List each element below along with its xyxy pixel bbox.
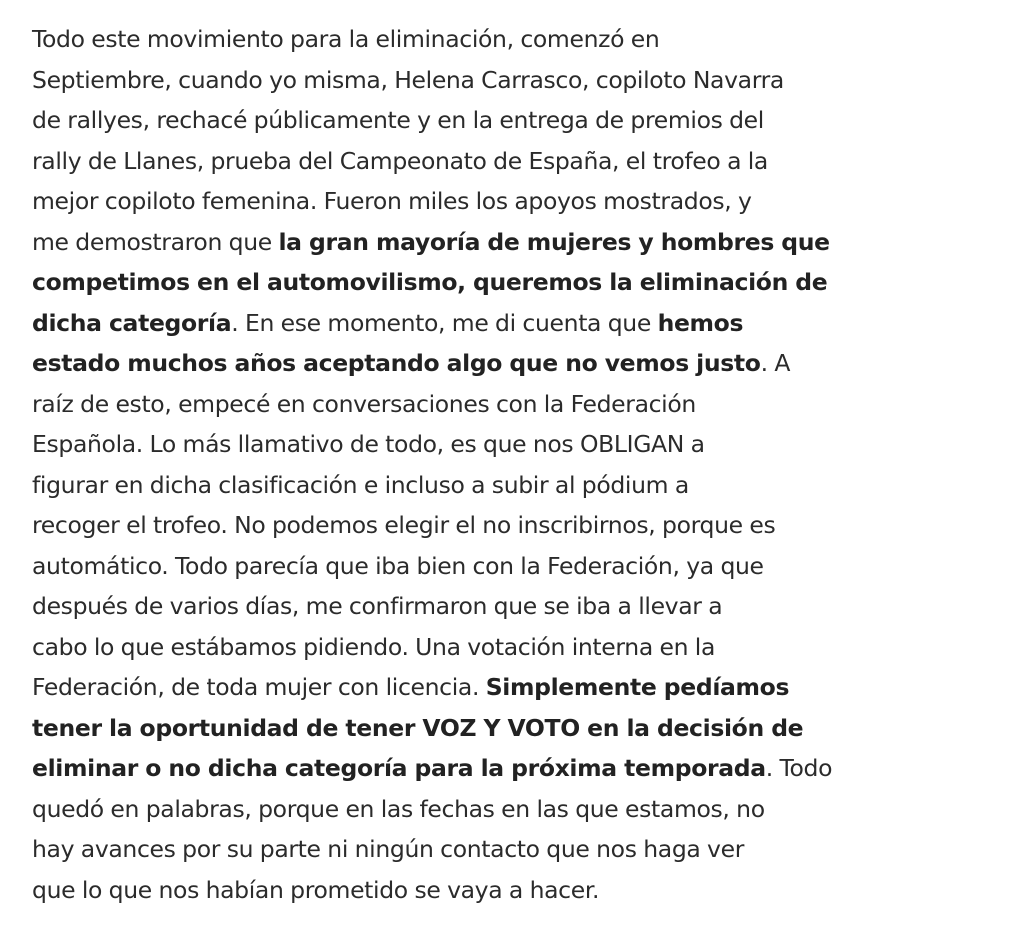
text-segment: después de varios días, me confirmaron que se iba a llevar a [32,592,723,620]
text-segment: rally de Llanes, prueba del Campeonato de España, el trofeo a la [32,146,768,175]
text-line [32,303,822,344]
bold-text-segment: tener la oportunidad de tener VOZ Y VOTO en la decisión de [32,713,804,742]
text-line [32,789,822,830]
text-line [32,384,822,425]
text-line [32,60,822,101]
text-line [32,546,822,587]
text-segment: hay avances por su parte ni ningún contacto que nos haga ver [32,835,745,863]
text-segment: recoger el trofeo. No podemos elegir el no inscribirnos, porque es [32,511,776,539]
bold-text-segment: competimos en el automovilismo, queremos la eliminación de [32,268,828,296]
bold-text-segment: hemos [657,308,744,337]
text-line [32,667,822,708]
text-segment: que lo que nos habían prometido se vaya a hacer. [32,875,600,904]
text-segment: de rallyes, rechacé públicamente y en la entrega de premios del [32,106,764,134]
text-line [32,586,822,627]
text-segment: raíz de esto, empecé en conversaciones con la Federación [32,389,696,418]
text-line [32,424,822,465]
text-segment: me demostraron que [32,227,279,256]
text-line [32,748,833,789]
article-paragraph [32,19,833,910]
text-line [32,141,822,182]
text-segment: . A [760,349,791,377]
text-line [32,465,822,506]
text-line [32,627,822,668]
bold-text-segment: Simplemente pedíamos [485,673,790,701]
text-line [32,708,822,749]
text-line [32,870,822,911]
text-line [32,343,822,384]
text-line [32,829,822,870]
text-segment: Española. Lo más llamativo de todo, es que nos OBLIGAN a [32,430,705,458]
bold-text-segment: dicha categoría [32,308,232,337]
text-line [32,505,822,546]
text-segment: Federación, de toda mujer con licencia. [32,673,486,701]
text-segment: figurar en dicha clasificación e incluso a subir al pódium a [32,470,689,499]
text-line [32,222,830,263]
bold-text-segment: eliminar o no dicha categoría para la próxima temporada [32,754,766,782]
text-line [32,181,822,222]
text-segment: quedó en palabras, porque en las fechas en las que estamos, no [32,794,765,823]
text-line [32,262,828,303]
text-segment: Todo este movimiento para la eliminación, comenzó en [32,25,660,53]
text-segment: automático. Todo parecía que iba bien con la Federación, ya que [32,551,764,580]
text-segment: . Todo [765,754,833,782]
text-line [32,100,822,141]
bold-text-segment: estado muchos años aceptando algo que no vemos justo [32,349,761,377]
text-segment: mejor copiloto femenina. Fueron miles los apoyos mostrados, y [32,187,752,215]
text-segment: Septiembre, cuando yo misma, Helena Carrasco, copiloto Navarra [32,65,784,94]
text-segment: cabo lo que estábamos pidiendo. Una votación interna en la [32,632,716,661]
text-segment: . En ese momento, me di cuenta que [231,308,658,337]
bold-text-segment: la gran mayoría de mujeres y hombres que [278,227,830,256]
text-line [32,19,822,60]
